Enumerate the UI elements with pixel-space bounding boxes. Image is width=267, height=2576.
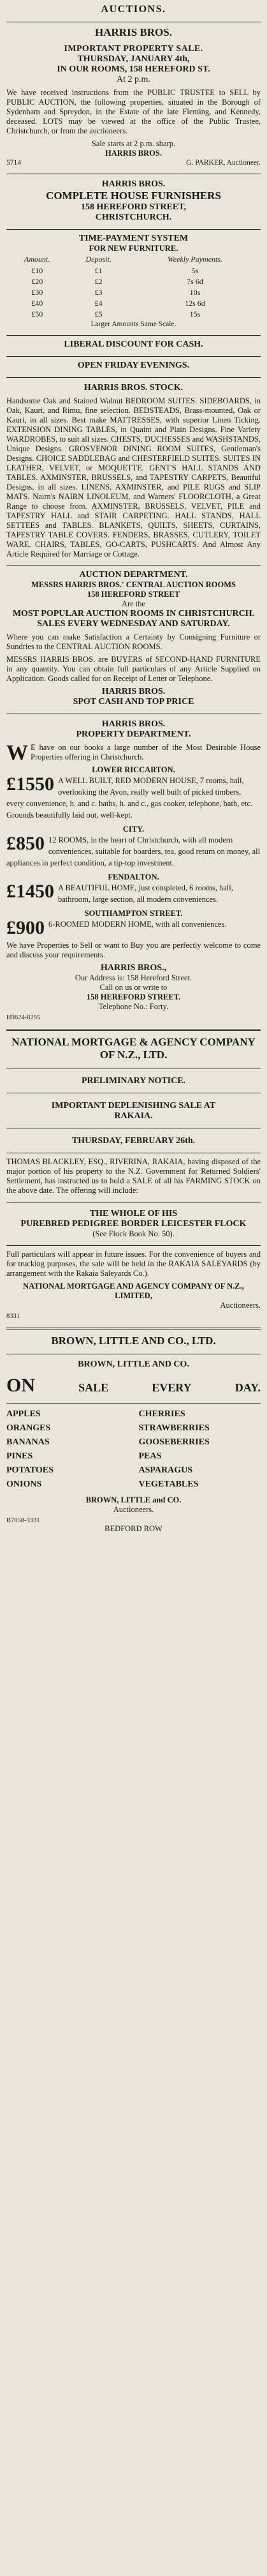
firm-name: HARRIS BROS., [100,963,167,973]
table-cell: £40 [31,299,43,308]
ad-ref: 8331 [6,1313,20,1320]
produce-item: CHERRIES [138,1409,185,1419]
sale-heading: IMPORTANT DEPLENISHING SALE AT [51,1101,216,1111]
time-payment-title: TIME-PAYMENT SYSTEM [78,234,189,243]
city-line: CHRISTCHURCH. [95,213,172,222]
rooms-line: MESSRS HARRIS BROS.' CENTRAL AUCTION ROOMS [31,580,236,589]
listing [6,775,261,821]
listing-invite: We have Properties to Sell or want to Buy you are perfectly welcome to come and discuss your requirements. [6,941,261,959]
table-cell: 10s [189,288,201,297]
table-cell: £1 [94,266,103,275]
address-line: Our Address is: 158 Hereford Street. [75,973,192,982]
produce-row [6,1449,261,1464]
divider [6,229,261,230]
table-cell: £50 [31,310,43,318]
listing [6,882,261,905]
divider [6,1328,261,1329]
are-the: Are the [121,599,146,608]
full-particulars: Full particulars will appear in future issues. For the convenience of buyers and for trucking purposes, the sale will be held in the RAKAIA SALEYARDS (by arrangement with the Rakaia Saleyards Co.). [6,1250,261,1278]
produce-item: VEGETABLES [138,1479,199,1489]
sale-time: At 2 p.m. [117,75,150,84]
divider [6,565,261,566]
brown-little-ad [6,1335,261,1534]
produce-item: PEAS [138,1451,162,1461]
table-note: Larger Amounts Same Scale. [90,320,177,328]
listing-text: 6-ROOMED MODERN HOME, with all conveniences. [48,920,227,929]
listing [6,918,261,938]
table-cell: £20 [31,277,43,286]
tail-line: BEDFORD ROW [105,1524,162,1533]
sale-date: THURSDAY, FEBRUARY 26th. [71,1136,196,1146]
table-cell: 15s [189,310,201,318]
consign-note: Where you can make Satisfaction a Certainty by Consigning Furniture or Sundries to the CENTRAL AUCTION ROOMS. [6,633,261,651]
national-mortgage-ad [6,1036,261,1320]
furnishers-line: COMPLETE HOUSE FURNISHERS [46,190,221,202]
street-line: 158 HEREFORD STREET. [86,992,181,1001]
table-row [6,287,261,298]
price: £850 [6,833,45,854]
produce-item: APPLES [6,1409,41,1419]
company-name: BROWN, LITTLE AND CO., LTD. [51,1335,216,1347]
listing-text: A BEAUTIFUL HOME, just completed, 6 rooms, hall, bathroom, large section, all modern conveniences. [58,883,233,904]
popular-line: MOST POPULAR AUCTION ROOMS IN CHRISTCHURCH. [12,609,255,618]
produce-item: GOOSEBERRIES [138,1437,210,1447]
divider [6,1245,261,1246]
property-dept-ad [6,719,261,1021]
ad-ref: B7058-3331 [6,1517,40,1524]
table-cell: £30 [31,288,43,297]
street-line: 158 HEREFORD STREET, [80,202,187,212]
auctioneer-name: G. PARKER, Auctioneer. [186,159,261,167]
every-word: EVERY [152,1381,192,1394]
whole-line: THE WHOLE OF HIS [89,1209,178,1218]
produce-item: ONIONS [6,1479,42,1489]
table-row [6,309,261,320]
location-label: CITY. [122,825,145,834]
company-name: BROWN, LITTLE and CO. [85,1495,182,1504]
sale-place: IN OUR ROOMS, 158 HEREFORD ST. [57,64,210,74]
notice-title: PRELIMINARY NOTICE. [81,1076,186,1086]
spot-cash: SPOT CASH AND TOP PRICE [73,697,194,707]
flock-ref: (See Flock Book No. 50). [92,1229,175,1238]
ad-ref: 5714 [6,159,21,167]
stock-list: Handsome Oak and Stained Walnut BEDROOM SUITES. SIDEBOARDS, in Oak, Kauri, and Rimu, fine selection. BEDSTEADS, Brass-mounted, Oak or Kauri, in all sizes. Best make MATTRESSES, with superior Linen Ticking. EXTENSION DINING TABLES, in Quaint and Plain Designs. Fine Variety WARDROBES, to suit all sizes. CHESTS, DUCHESSES and WASHSTANDS, Unique Designs. GROSVENOR DINING ROOM SUITES, Gentleman's Designs. CHOICE SADDLEBAG and CHESTERFIELD SUITES. SUITES IN LEATHER, VELVET, or MOQUETTE. GENT'S HALL STANDS AND TABLES. AXMINSTER, BRUSSELS, and TAPESTRY CARPETS, Beautiful Designs, in all sizes. LINENS, AXMINSTER, and PILE RUGS and SLIP MATS. Nairn's NAIRN LINOLEUM, and Warners' FLOORCLOTH, a Great Range to choose from. AXMINSTER, BRUSSELS, VELVET, PILE and TAPESTRY HALL and STAIR CARPETING. HALL STANDS, HALL SETTEES and TABLES. BLANKETS, QUILTS, SHEETS, CURTAINS, TAPESTRY TABLE COVERS. FENDERS, BRASSES, CUTLERY, TOILET WARE. CHAIRS, TABLES, GO-CARTS, PUSHCARTS. And Almost Any Article Required for Marriage or Cottage. [6,396,261,558]
table-cell: £10 [31,266,43,275]
furnishers-ad [6,179,261,371]
property-sale-ad [6,44,261,167]
stock-ad [6,383,261,707]
flock-line: PUREBRED PEDIGREE BORDER LEICESTER FLOCK [20,1219,247,1229]
firm-name: HARRIS BROS. [101,687,166,696]
day-word: DAY. [235,1381,261,1394]
table-row [6,266,261,276]
table-cell: 7s 6d [187,277,203,286]
table-cell: 12s 6d [185,299,205,308]
table-cell: 5s [191,266,199,275]
on-word: ON [6,1375,35,1396]
drop-cap: W [6,741,28,765]
buyers-note: MESSRS HARRIS BROS. are BUYERS of SECOND-HAND FURNITURE in any quantity. You can obtain full particulars of any Article Supplied on Application. Goods called for on Receipt of Letter or Telephone. [6,655,261,683]
firm-name: HARRIS BROS. [101,179,166,189]
sale-body: THOMAS BLACKLEY, ESQ., RIVERINA, RAKAIA, having disposed of the major portion of his property to the N.Z. Government for Returned Soldiers' Settlement, has instructed us to hold a SALE of all his FARMING STOCK on the above date. The offering will include: [6,1157,261,1195]
produce-row [6,1478,261,1492]
divider [6,1029,261,1031]
table-header: Deposit. [85,255,112,264]
produce-item: STRAWBERRIES [138,1423,210,1433]
call-line: Call on us or write to [99,983,168,992]
divider [6,1403,261,1404]
company-name: NATIONAL MORTGAGE AND AGENCY COMPANY OF N.Z., LIMITED, [23,1282,244,1300]
rooms-street: 158 HEREFORD STREET [87,590,180,599]
produce-item: POTATOES [6,1465,54,1475]
firm-name: HARRIS BROS. [101,719,166,729]
department-title: AUCTION DEPARTMENT. [79,570,188,580]
listing-text: 12 ROOMS, in the heart of Christchurch, with all modern conveniences, suitable for boarders, tea, good return on money, all appliances in perfect condition, a tip-top investment. [6,835,261,867]
location-label: SOUTHAMPTON STREET. [84,909,183,918]
produce-item: BANANAS [6,1437,50,1447]
sales-days: SALES EVERY WEDNESDAY AND SATURDAY. [37,619,230,629]
open-evenings: OPEN FRIDAY EVENINGS. [77,361,190,370]
time-payment-sub: FOR NEW FURNITURE. [89,244,178,253]
department-title: PROPERTY DEPARTMENT. [76,730,191,739]
price: £1450 [6,881,54,902]
ad-title: IMPORTANT PROPERTY SALE. [64,44,203,54]
sale-body: We have received instructions from the PUBLIC TRUSTEE to SELL by PUBLIC AUCTION, the following properties, situated in the Borough of Sydenham and Spreydon, in the Estate of the late Fleming, and Kennedy, deceased. LOTS may be viewed at the office of the Public Trustee, Christchurch, or from the auctioneers. [6,88,261,135]
sale-word: SALE [78,1381,109,1394]
divider [6,356,261,357]
auctioneers-label: Auctioneers. [220,1301,261,1310]
sale-date: THURSDAY, JANUARY 4th, [77,54,190,64]
sale-firm: HARRIS BROS. [105,149,162,158]
intro-text: E have on our books a large number of the Most Desirable House Properties offering in Christchurch. [31,743,261,761]
table-cell: £3 [94,288,103,297]
produce-item: ORANGES [6,1423,51,1433]
section-heading: AUCTIONS. [101,4,166,15]
table-header: Weekly Payments. [167,255,223,264]
location-label: LOWER RICCARTON. [92,765,175,774]
table-header: Amount. [24,255,50,264]
price: £900 [6,917,45,938]
divider [6,377,261,378]
sale-start: Sale starts at 2 p.m. sharp. [91,139,176,148]
produce-row [6,1435,261,1449]
firm-name: HARRIS BROS. [95,26,172,38]
table-cell: £4 [94,299,103,308]
table-row [6,276,261,287]
produce-row [6,1407,261,1421]
produce-item: PINES [6,1451,33,1461]
discount-line: LIBERAL DISCOUNT FOR CASH. [64,340,203,349]
sale-place: RAKAIA. [114,1111,153,1121]
company-name: BROWN, LITTLE AND CO. [78,1359,189,1369]
table-cell: £2 [94,277,103,286]
company-name: NATIONAL MORTGAGE & AGENCY COMPANY OF N.Z., LTD. [11,1036,256,1061]
produce-row [6,1421,261,1435]
price: £1550 [6,774,54,795]
produce-item: ASPARAGUS [138,1465,193,1475]
time-payment-table [6,253,261,320]
auctioneers-label: Auctioneers. [113,1505,154,1514]
listing [6,834,261,869]
sale-every-day [6,1375,261,1397]
produce-row [6,1464,261,1478]
divider [6,335,261,336]
phone-line: Telephone No.: Forty. [98,1002,169,1011]
stock-title: HARRIS BROS. STOCK. [83,383,184,393]
listing-text: A WELL BUILT, RED MODERN HOUSE, 7 rooms, hall, overlooking the Avon, really well built of picked timbers, every convenience, h. and c. baths, h. and c., gas cooker, telephone, bath, etc. Grounds beautifully laid out, well-kept. [6,776,253,820]
table-row [6,298,261,309]
ad-ref: H9624-8295 [6,1014,41,1021]
table-cell: £5 [94,310,103,318]
location-label: FENDALTON. [108,872,159,881]
